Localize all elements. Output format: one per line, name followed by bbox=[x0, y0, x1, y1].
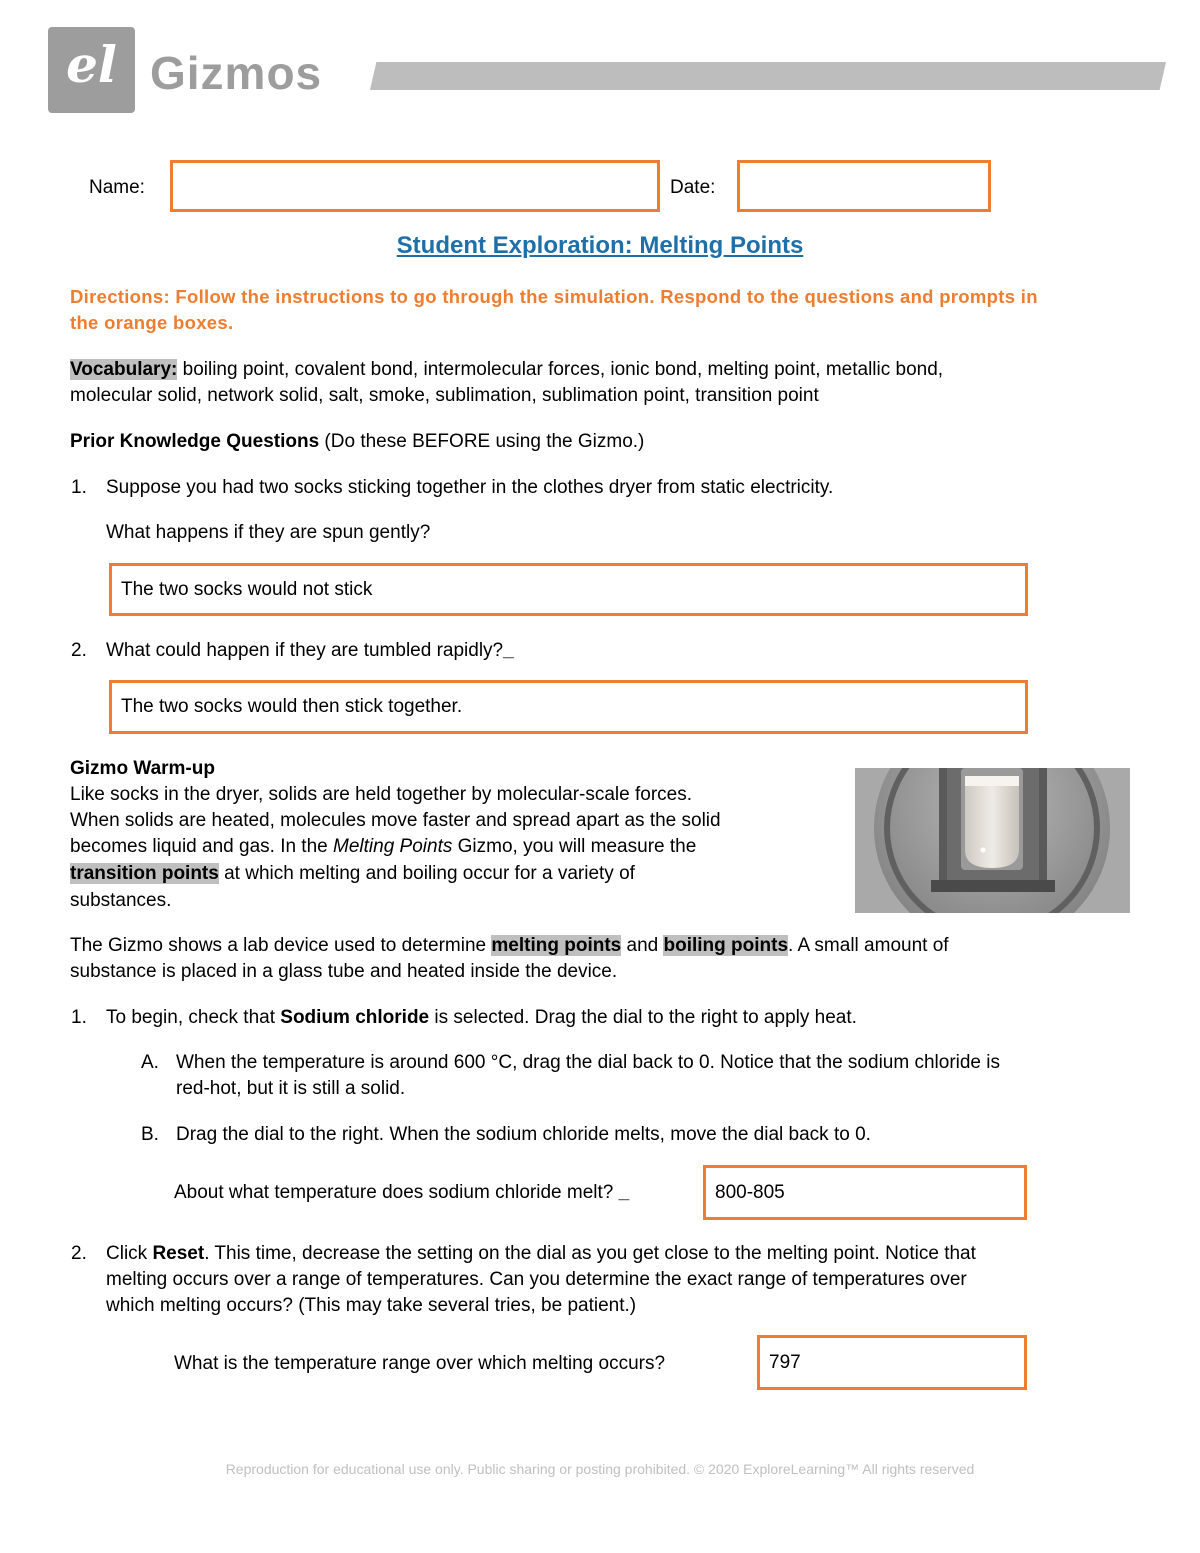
logo-mark: el bbox=[66, 35, 117, 94]
warmup-p2-c: . A small amount of bbox=[788, 935, 949, 956]
q1-subquestion: What happens if they are spun gently? bbox=[106, 522, 431, 543]
stepA-line1: When the temperature is around 600 °C, drag the dial back to 0. Notice that the sodium chloride is bbox=[176, 1052, 1000, 1073]
vocabulary-terms-1: boiling point, covalent bond, intermolecular forces, ionic bond, melting point, metallic bond, bbox=[177, 359, 944, 380]
step1-b: is selected. Drag the dial to the right to apply heat. bbox=[429, 1007, 857, 1028]
melt-blank-mark: _ bbox=[618, 1182, 630, 1203]
q1-number: 1. bbox=[71, 477, 87, 498]
q1-answer-box[interactable]: The two socks would not stick bbox=[109, 563, 1028, 616]
q2-answer-box[interactable]: The two socks would then stick together. bbox=[109, 680, 1028, 734]
vocabulary-label: Vocabulary: bbox=[70, 359, 178, 380]
melt-question-text: About what temperature does sodium chloride melt? bbox=[174, 1182, 614, 1203]
stepB-label: B. bbox=[141, 1124, 159, 1145]
warmup-p2-b: and bbox=[621, 935, 664, 956]
step2-number: 2. bbox=[71, 1243, 87, 1264]
prior-knowledge-heading bbox=[70, 429, 644, 455]
page-title: Student Exploration: Melting Points bbox=[396, 232, 804, 259]
warmup-p1-line1: Like socks in the dryer, solids are held together by molecular-scale forces. bbox=[70, 784, 693, 805]
warmup-p2-line1 bbox=[70, 933, 949, 959]
warmup-p1-line5: substances. bbox=[70, 890, 172, 911]
vocabulary-line-1 bbox=[70, 357, 943, 383]
warmup-p1-l4b: at which melting and boiling occur for a variety of bbox=[218, 863, 635, 884]
warmup-heading: Gizmo Warm-up bbox=[70, 758, 215, 779]
name-field[interactable] bbox=[170, 160, 660, 212]
step2-a: Click bbox=[106, 1243, 153, 1264]
q2-blank-mark: _ bbox=[503, 640, 514, 661]
reset-term: Reset bbox=[152, 1243, 205, 1264]
step1-text bbox=[106, 1005, 857, 1031]
gizmos-wordmark: Gizmos bbox=[150, 47, 323, 99]
q2-question: What could happen if they are tumbled rapidly? bbox=[106, 640, 504, 661]
stepA-line2: red-hot, but it is still a solid. bbox=[176, 1078, 406, 1099]
warmup-p1-line2: When solids are heated, molecules move faster and spread apart as the solid bbox=[70, 810, 721, 831]
gizmo-name-italic: Melting Points bbox=[333, 836, 453, 857]
melt-question bbox=[174, 1180, 629, 1206]
transition-points-term: transition points bbox=[70, 863, 219, 884]
warmup-p1-line3 bbox=[70, 834, 696, 860]
warmup-p2-line2: substance is placed in a glass tube and heated inside the device. bbox=[70, 961, 618, 982]
stepB-text: Drag the dial to the right. When the sodium chloride melts, move the dial back to 0. bbox=[176, 1124, 871, 1145]
range-question: What is the temperature range over which melting occurs? bbox=[174, 1353, 666, 1374]
warmup-p1-l3b: Gizmo, you will measure the bbox=[452, 836, 697, 857]
name-label: Name: bbox=[89, 177, 145, 198]
step1-a: To begin, check that bbox=[106, 1007, 281, 1028]
q1-text: Suppose you had two socks sticking together in the clothes dryer from static electricity. bbox=[106, 477, 834, 498]
date-field[interactable] bbox=[737, 160, 991, 212]
warmup-p1-l3a: becomes liquid and gas. In the bbox=[70, 836, 334, 857]
prior-heading-bold: Prior Knowledge Questions bbox=[70, 431, 320, 452]
directions-text: Directions: Follow the instructions to go through the simulation. Respond to the questions and prompts in the orange boxes. bbox=[70, 286, 1038, 333]
device-illustration bbox=[855, 768, 1130, 913]
warmup-p1-line4 bbox=[70, 861, 635, 887]
sodium-chloride-term: Sodium chloride bbox=[280, 1007, 430, 1028]
explorelearning-logo bbox=[48, 27, 135, 113]
melting-points-term: melting points bbox=[491, 935, 622, 956]
melting-point-device-image bbox=[855, 768, 1130, 913]
melt-answer-box[interactable]: 800-805 bbox=[703, 1165, 1027, 1220]
step1-number: 1. bbox=[71, 1007, 87, 1028]
copyright-footer: Reproduction for educational use only. Public sharing or posting prohibited. © 2020 ExploreLearning™ All rights reserved bbox=[225, 1461, 975, 1477]
step2-line3: which melting occurs? (This may take several tries, be patient.) bbox=[106, 1295, 637, 1316]
q2-number: 2. bbox=[71, 640, 87, 661]
step2-b: . This time, decrease the setting on the dial as you get close to the melting point. Notice that bbox=[204, 1243, 976, 1264]
prior-heading-note: (Do these BEFORE using the Gizmo.) bbox=[319, 431, 645, 452]
step2-line2: melting occurs over a range of temperatures. Can you determine the exact range of temperatures over bbox=[106, 1269, 967, 1290]
date-label: Date: bbox=[670, 177, 716, 198]
stepA-label: A. bbox=[141, 1052, 159, 1073]
header-banner bbox=[370, 62, 1166, 90]
vocabulary-terms-2: molecular solid, network solid, salt, smoke, sublimation, sublimation point, transition point bbox=[70, 385, 819, 406]
step2-line1 bbox=[106, 1241, 976, 1267]
boiling-points-term: boiling points bbox=[663, 935, 789, 956]
q2-text bbox=[106, 638, 514, 664]
warmup-p2-a: The Gizmo shows a lab device used to determine bbox=[70, 935, 492, 956]
range-answer-box[interactable]: 797 bbox=[757, 1335, 1027, 1390]
